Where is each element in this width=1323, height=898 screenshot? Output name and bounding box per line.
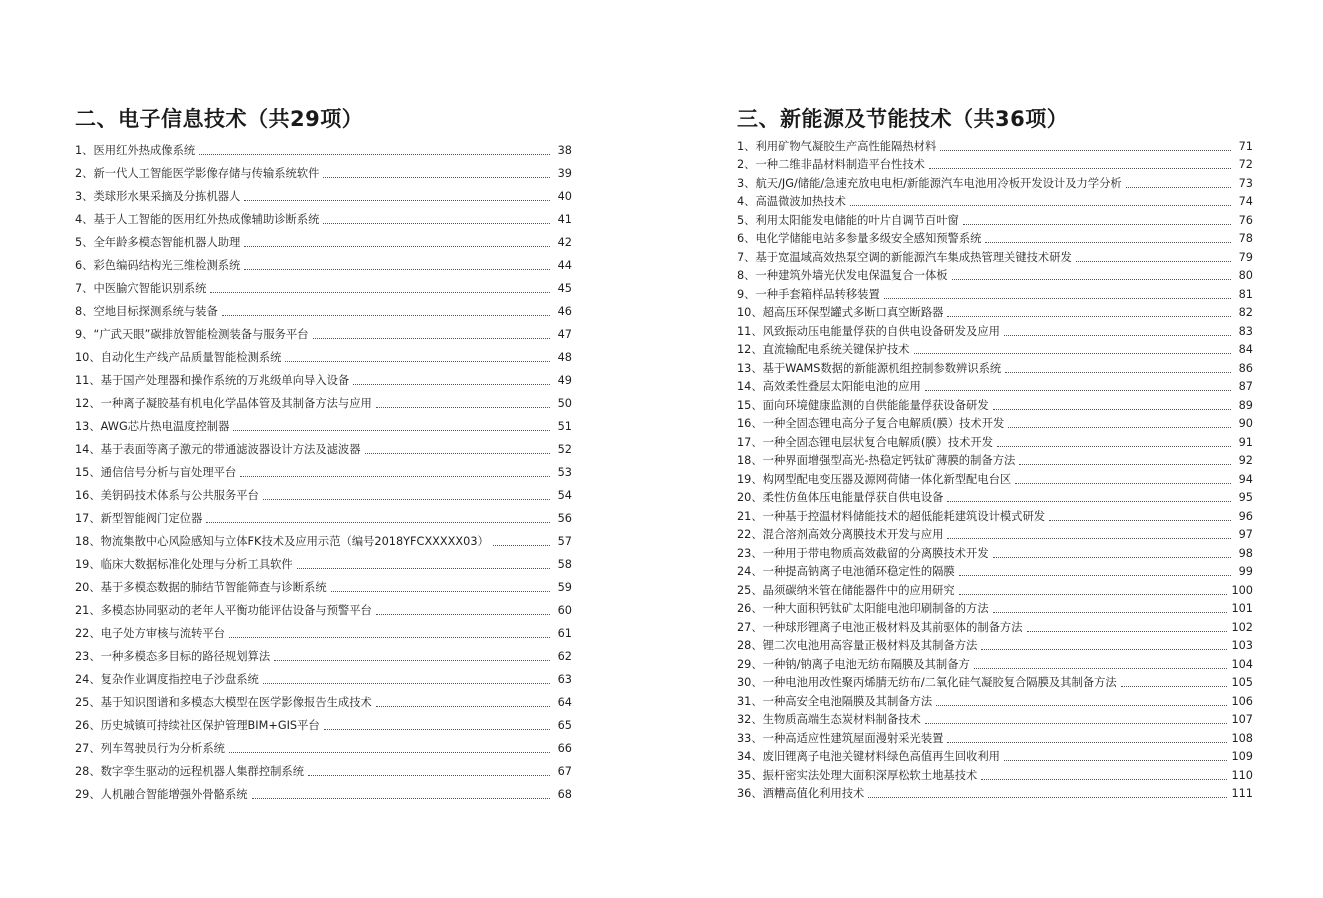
entry-page-number: 54 [557, 489, 572, 502]
toc-entry [75, 779, 572, 802]
entry-title: 11、风致振动压电能量俘获的自供电设备研发及应用 [737, 324, 1000, 338]
dot-leader [252, 798, 550, 799]
entry-title: 16、美钥码技术体系与公共服务平台 [75, 489, 259, 502]
entry-page-number: 103 [1231, 639, 1253, 652]
dot-leader [376, 614, 550, 615]
entry-title: 21、一种基于控温材料储能技术的超低能耗建筑设计模式研发 [737, 509, 1046, 523]
toc-entry [75, 687, 572, 710]
dot-leader [868, 797, 1227, 798]
entry-title: 31、一种高安全电池隔膜及其制备方法 [737, 694, 933, 708]
entry-page-number: 50 [557, 397, 572, 410]
dot-leader [353, 384, 550, 385]
toc-entry [737, 598, 1253, 617]
entry-title: 13、AWG芯片热电温度控制器 [75, 420, 230, 433]
entry-title: 35、振杆密实法处理大面积深厚松软土地基技术 [737, 768, 978, 782]
entry-page-number: 101 [1231, 602, 1253, 615]
dot-leader [940, 150, 1231, 151]
dot-leader [323, 223, 550, 224]
entry-page-number: 60 [557, 604, 572, 617]
entry-title: 14、基于表面等离子激元的带通滤波器设计方法及滤波器 [75, 443, 361, 456]
dot-leader [331, 591, 550, 592]
dot-leader [1004, 335, 1231, 336]
toc-entry [75, 135, 572, 158]
entry-title: 22、电子处方审核与流转平台 [75, 627, 225, 640]
entry-page-number: 64 [557, 696, 572, 709]
dot-leader [376, 407, 550, 408]
dot-leader [285, 361, 550, 362]
dot-leader [884, 298, 1231, 299]
dot-leader [993, 557, 1231, 558]
entry-page-number: 38 [557, 144, 572, 157]
entry-page-number: 57 [557, 535, 572, 548]
entry-title: 19、构网型配电变压器及源网荷储一体化新型配电台区 [737, 472, 1012, 486]
entry-page-number: 104 [1231, 657, 1253, 671]
toc-entry [75, 273, 572, 296]
toc-entry [75, 319, 572, 342]
entry-page-number: 56 [557, 512, 572, 525]
entry-title: 9、“广武天眼”碳排放智能检测装备与服务平台 [75, 328, 309, 341]
toc-entry [737, 339, 1253, 358]
entry-title: 7、基于宽温域高效热泵空调的新能源汽车集成热管理关键技术研发 [737, 250, 1072, 264]
entry-page-number: 111 [1231, 787, 1253, 800]
dot-leader [313, 338, 550, 339]
entry-title: 25、基于知识图谱和多模态大模型在医学影像报告生成技术 [75, 696, 372, 709]
entry-title: 17、新型智能阀门定位器 [75, 512, 203, 525]
entry-page-number: 81 [1238, 287, 1253, 301]
dot-leader [952, 279, 1231, 280]
toc-entry [737, 320, 1253, 339]
dot-leader [244, 200, 550, 201]
entry-page-number: 86 [1238, 361, 1253, 375]
entry-page-number: 63 [557, 673, 572, 686]
entry-title: 23、一种多模态多目标的路径规划算法 [75, 650, 271, 663]
toc-entry [75, 296, 572, 319]
dot-leader [1008, 427, 1231, 428]
toc-entry [737, 505, 1253, 524]
entry-title: 20、柔性仿鱼体压电能量俘获自供电设备 [737, 491, 944, 504]
entry-page-number: 107 [1231, 713, 1253, 726]
entry-title: 29、人机融合智能增强外骨骼系统 [75, 788, 248, 801]
entry-title: 23、一种用于带电物质高效截留的分离膜技术开发 [737, 546, 989, 560]
entry-title: 12、一种离子凝胶基有机电化学晶体管及其制备方法与应用 [75, 397, 372, 410]
entry-title: 28、锂二次电池用高容量正极材料及其制备方法 [737, 639, 978, 652]
toc-entry [737, 764, 1253, 783]
entry-title: 24、复杂作业调度指控电子沙盘系统 [75, 673, 259, 686]
toc-entry [737, 487, 1253, 506]
toc-entry [75, 227, 572, 250]
entry-title: 26、历史城镇可持续社区保护管理BIM+GIS平台 [75, 719, 320, 732]
entry-page-number: 47 [557, 328, 572, 341]
entry-title: 27、列车驾驶员行为分析系统 [75, 742, 225, 755]
toc-entry [737, 783, 1253, 802]
dot-leader [365, 453, 550, 454]
toc-entry [737, 709, 1253, 728]
entry-title: 25、晶须碳纳米管在储能器件中的应用研究 [737, 583, 955, 597]
toc-entry [737, 579, 1253, 598]
toc-entry [75, 457, 572, 480]
toc-list [75, 135, 572, 802]
entry-page-number: 95 [1238, 491, 1253, 504]
entry-title: 29、一种钠/钠离子电池无纺布隔膜及其制备方 [737, 657, 970, 671]
toc-entry [737, 561, 1253, 580]
entry-title: 24、一种提高钠离子电池循环稳定性的隔膜 [737, 565, 955, 578]
toc-entry [75, 549, 572, 572]
entry-page-number: 41 [557, 213, 572, 226]
entry-title: 15、通信信号分析与盲处理平台 [75, 466, 237, 479]
toc-entry [737, 376, 1253, 395]
entry-title: 5、利用太阳能发电储能的叶片自调节百叶窗 [737, 213, 959, 227]
entry-page-number: 62 [557, 650, 572, 663]
entry-page-number: 108 [1231, 731, 1253, 745]
dot-leader [274, 660, 550, 661]
entry-title: 27、一种球形锂离子电池正极材料及其前驱体的制备方法 [737, 620, 1023, 634]
dot-leader [229, 637, 550, 638]
toc-entry [75, 342, 572, 365]
toc-entry [75, 733, 572, 756]
dot-leader [974, 668, 1228, 669]
section-title: 二、电子信息技术（共29项） [75, 107, 364, 132]
dot-leader [963, 224, 1231, 225]
toc-entry [75, 710, 572, 733]
dot-leader [985, 242, 1231, 243]
toc-entry [75, 480, 572, 503]
toc-entry [75, 526, 572, 549]
dot-leader [1005, 372, 1231, 373]
dot-leader [850, 205, 1231, 206]
dot-leader [1121, 686, 1228, 687]
entry-page-number: 42 [557, 236, 572, 249]
dot-leader [925, 723, 1228, 724]
dot-leader [1126, 187, 1231, 188]
toc-entry [737, 672, 1253, 691]
toc-entry [75, 250, 572, 273]
entry-page-number: 76 [1238, 213, 1253, 227]
toc-entry [737, 542, 1253, 561]
toc-entry [737, 524, 1253, 543]
entry-page-number: 48 [557, 351, 572, 364]
toc-entry [737, 413, 1253, 432]
toc-entry [75, 618, 572, 641]
dot-leader [959, 575, 1231, 576]
entry-title: 17、一种全固态锂电层状复合电解质(膜）技术开发 [737, 435, 994, 449]
entry-page-number: 91 [1238, 435, 1253, 449]
toc-entry [737, 653, 1253, 672]
entry-page-number: 45 [557, 282, 572, 295]
entry-page-number: 97 [1238, 528, 1253, 541]
entry-page-number: 52 [557, 443, 572, 456]
dot-leader [925, 390, 1231, 391]
entry-page-number: 83 [1238, 324, 1253, 338]
toc-entry [737, 302, 1253, 321]
toc-entry [737, 191, 1253, 210]
toc-entry [737, 690, 1253, 709]
toc-entry [737, 283, 1253, 302]
dot-leader [981, 779, 1227, 780]
entry-page-number: 65 [557, 719, 572, 732]
dot-leader [229, 752, 550, 753]
toc-entry [75, 365, 572, 388]
entry-title: 1、医用红外热成像系统 [75, 144, 196, 157]
toc-entry [737, 172, 1253, 191]
toc-entry [75, 595, 572, 618]
entry-title: 9、一种手套箱样品转移装置 [737, 287, 880, 301]
dot-leader [929, 168, 1231, 169]
dot-leader [308, 775, 550, 776]
entry-title: 12、直流输配电系统关键保护技术 [737, 343, 910, 356]
entry-title: 22、混合溶剂高效分离膜技术开发与应用 [737, 528, 944, 541]
dot-leader [947, 316, 1231, 317]
toc-entry [737, 727, 1253, 746]
dot-leader [947, 742, 1227, 743]
dot-leader [1004, 760, 1228, 761]
entry-page-number: 92 [1238, 454, 1253, 467]
entry-page-number: 110 [1231, 768, 1253, 782]
toc-entry [737, 746, 1253, 765]
dot-leader [1015, 483, 1231, 484]
entry-title: 8、一种建筑外墙光伏发电保温复合一体板 [737, 269, 948, 282]
entry-page-number: 51 [557, 420, 572, 433]
toc-entry [75, 158, 572, 181]
entry-title: 10、超高压环保型罐式多断口真空断路器 [737, 306, 944, 319]
entry-page-number: 79 [1238, 250, 1253, 264]
entry-page-number: 89 [1238, 398, 1253, 412]
entry-page-number: 72 [1238, 158, 1253, 171]
dot-leader [1049, 520, 1231, 521]
dot-leader [936, 705, 1227, 706]
dot-leader [914, 353, 1231, 354]
toc-entry [75, 388, 572, 411]
entry-title: 5、全年龄多模态智能机器人助理 [75, 236, 241, 249]
dot-leader [959, 594, 1228, 595]
toc-entry [737, 468, 1253, 487]
entry-page-number: 68 [557, 788, 572, 801]
dot-leader [297, 568, 550, 569]
dot-leader [997, 446, 1231, 447]
dot-leader [233, 430, 550, 431]
entry-page-number: 82 [1238, 306, 1253, 319]
entry-title: 4、基于人工智能的医用红外热成像辅助诊断系统 [75, 213, 320, 226]
toc-entry [737, 431, 1253, 450]
toc-entry [737, 154, 1253, 173]
toc-entry [737, 246, 1253, 265]
dot-leader [210, 292, 550, 293]
toc-entry [737, 635, 1253, 654]
dot-leader [1027, 631, 1228, 632]
entry-page-number: 59 [557, 581, 572, 594]
toc-entry [75, 641, 572, 664]
toc-entry [737, 228, 1253, 247]
toc-entry [75, 204, 572, 227]
entry-title: 7、中医腧穴智能识别系统 [75, 282, 207, 295]
entry-page-number: 44 [557, 259, 572, 272]
toc-entry [737, 450, 1253, 469]
toc-entry [75, 756, 572, 779]
entry-title: 16、一种全固态锂电高分子复合电解质(膜）技术开发 [737, 417, 1005, 430]
toc-entry [75, 181, 572, 204]
dot-leader [222, 315, 550, 316]
entry-title: 33、一种高适应性建筑屋面漫射采光装置 [737, 731, 944, 745]
entry-page-number: 61 [557, 627, 572, 640]
dot-leader [493, 545, 550, 546]
toc-entry [75, 664, 572, 687]
entry-title: 2、新一代人工智能医学影像存储与传输系统软件 [75, 167, 320, 180]
entry-title: 6、电化学储能电站多参量多级安全感知预警系统 [737, 232, 982, 245]
toc-entry [737, 135, 1253, 154]
entry-page-number: 49 [557, 374, 572, 387]
dot-leader [1019, 464, 1231, 465]
dot-leader [244, 269, 550, 270]
toc-entry [75, 503, 572, 526]
dot-leader [244, 246, 550, 247]
toc-entry [737, 209, 1253, 228]
toc-entry [737, 616, 1253, 635]
entry-page-number: 94 [1238, 472, 1253, 486]
entry-page-number: 71 [1238, 139, 1253, 153]
entry-title: 14、高效柔性叠层太阳能电池的应用 [737, 380, 921, 393]
dot-leader [376, 706, 550, 707]
toc-entry [75, 572, 572, 595]
entry-title: 28、数字孪生驱动的远程机器人集群控制系统 [75, 765, 305, 778]
entry-page-number: 58 [557, 558, 572, 571]
entry-title: 6、彩色编码结构光三维检测系统 [75, 259, 241, 272]
section-title: 三、新能源及节能技术（共36项） [737, 107, 1069, 132]
entry-title: 3、类球形水果采摘及分拣机器人 [75, 190, 241, 203]
entry-page-number: 66 [557, 742, 572, 755]
entry-page-number: 67 [557, 765, 572, 778]
dot-leader [947, 501, 1231, 502]
entry-title: 18、一种界面增强型高光-热稳定钙钛矿薄膜的制备方法 [737, 454, 1016, 467]
entry-title: 34、废旧锂离子电池关键材料绿色高值再生回收利用 [737, 750, 1000, 763]
toc-entry [737, 265, 1253, 284]
entry-page-number: 78 [1238, 232, 1253, 245]
dot-leader [993, 612, 1228, 613]
entry-page-number: 74 [1238, 195, 1253, 208]
entry-title: 30、一种电池用改性聚丙烯腈无纺布/二氧化硅气凝胶复合隔膜及其制备方法 [737, 676, 1117, 689]
toc-entry [737, 357, 1253, 376]
dot-leader [981, 649, 1227, 650]
dot-leader [993, 409, 1231, 410]
toc-entry [75, 411, 572, 434]
entry-page-number: 87 [1238, 380, 1253, 393]
dot-leader [324, 729, 550, 730]
entry-title: 8、空地目标探测系统与装备 [75, 305, 218, 318]
entry-title: 36、酒糟高值化利用技术 [737, 787, 865, 800]
entry-title: 18、物流集散中心风险感知与立体FK技术及应用示范（编号2018YFCXXXXX03） [75, 535, 489, 548]
entry-page-number: 98 [1238, 546, 1253, 560]
entry-page-number: 40 [557, 190, 572, 203]
entry-page-number: 96 [1238, 509, 1253, 523]
entry-page-number: 84 [1238, 343, 1253, 356]
dot-leader [947, 538, 1231, 539]
entry-title: 26、一种大面积钙钛矿太阳能电池印刷制备的方法 [737, 602, 989, 615]
entry-title: 21、多模态协同驱动的老年人平衡功能评估设备与预警平台 [75, 604, 372, 617]
entry-page-number: 106 [1231, 694, 1253, 708]
entry-page-number: 90 [1238, 417, 1253, 430]
entry-title: 1、利用矿物气凝胶生产高性能隔热材料 [737, 139, 937, 153]
toc-entry [75, 434, 572, 457]
toc-entry [737, 394, 1253, 413]
entry-title: 4、高温微波加热技术 [737, 195, 846, 208]
dot-leader [199, 154, 550, 155]
entry-title: 11、基于国产处理器和操作系统的万兆级单向导入设备 [75, 374, 350, 387]
entry-title: 15、面向环境健康监测的自供能能量俘获设备研发 [737, 398, 989, 412]
entry-title: 19、临床大数据标准化处理与分析工具软件 [75, 558, 293, 571]
entry-page-number: 80 [1238, 269, 1253, 282]
entry-title: 10、自动化生产线产品质量智能检测系统 [75, 351, 282, 364]
dot-leader [240, 476, 550, 477]
dot-leader [263, 499, 550, 500]
entry-page-number: 102 [1231, 620, 1253, 634]
entry-page-number: 46 [557, 305, 572, 318]
entry-page-number: 39 [557, 167, 572, 180]
entry-title: 3、航天/JG/储能/急速充放电电柜/新能源汽车电池用冷板开发设计及力学分析 [737, 176, 1122, 190]
dot-leader [1076, 261, 1231, 262]
dot-leader [206, 522, 550, 523]
entry-page-number: 53 [557, 466, 572, 479]
entry-page-number: 105 [1231, 676, 1253, 689]
entry-page-number: 99 [1238, 565, 1253, 578]
dot-leader [323, 177, 550, 178]
entry-title: 20、基于多模态数据的肺结节智能筛查与诊断系统 [75, 581, 327, 594]
entry-page-number: 109 [1231, 750, 1253, 763]
entry-page-number: 100 [1231, 583, 1253, 597]
entry-page-number: 73 [1238, 176, 1253, 190]
entry-title: 32、生物质高端生态炭材料制备技术 [737, 713, 921, 726]
toc-list [737, 135, 1253, 801]
entry-title: 13、基于WAMS数据的新能源机组控制参数辨识系统 [737, 361, 1002, 375]
dot-leader [263, 683, 550, 684]
entry-title: 2、一种二维非晶材料制造平台性技术 [737, 158, 925, 171]
